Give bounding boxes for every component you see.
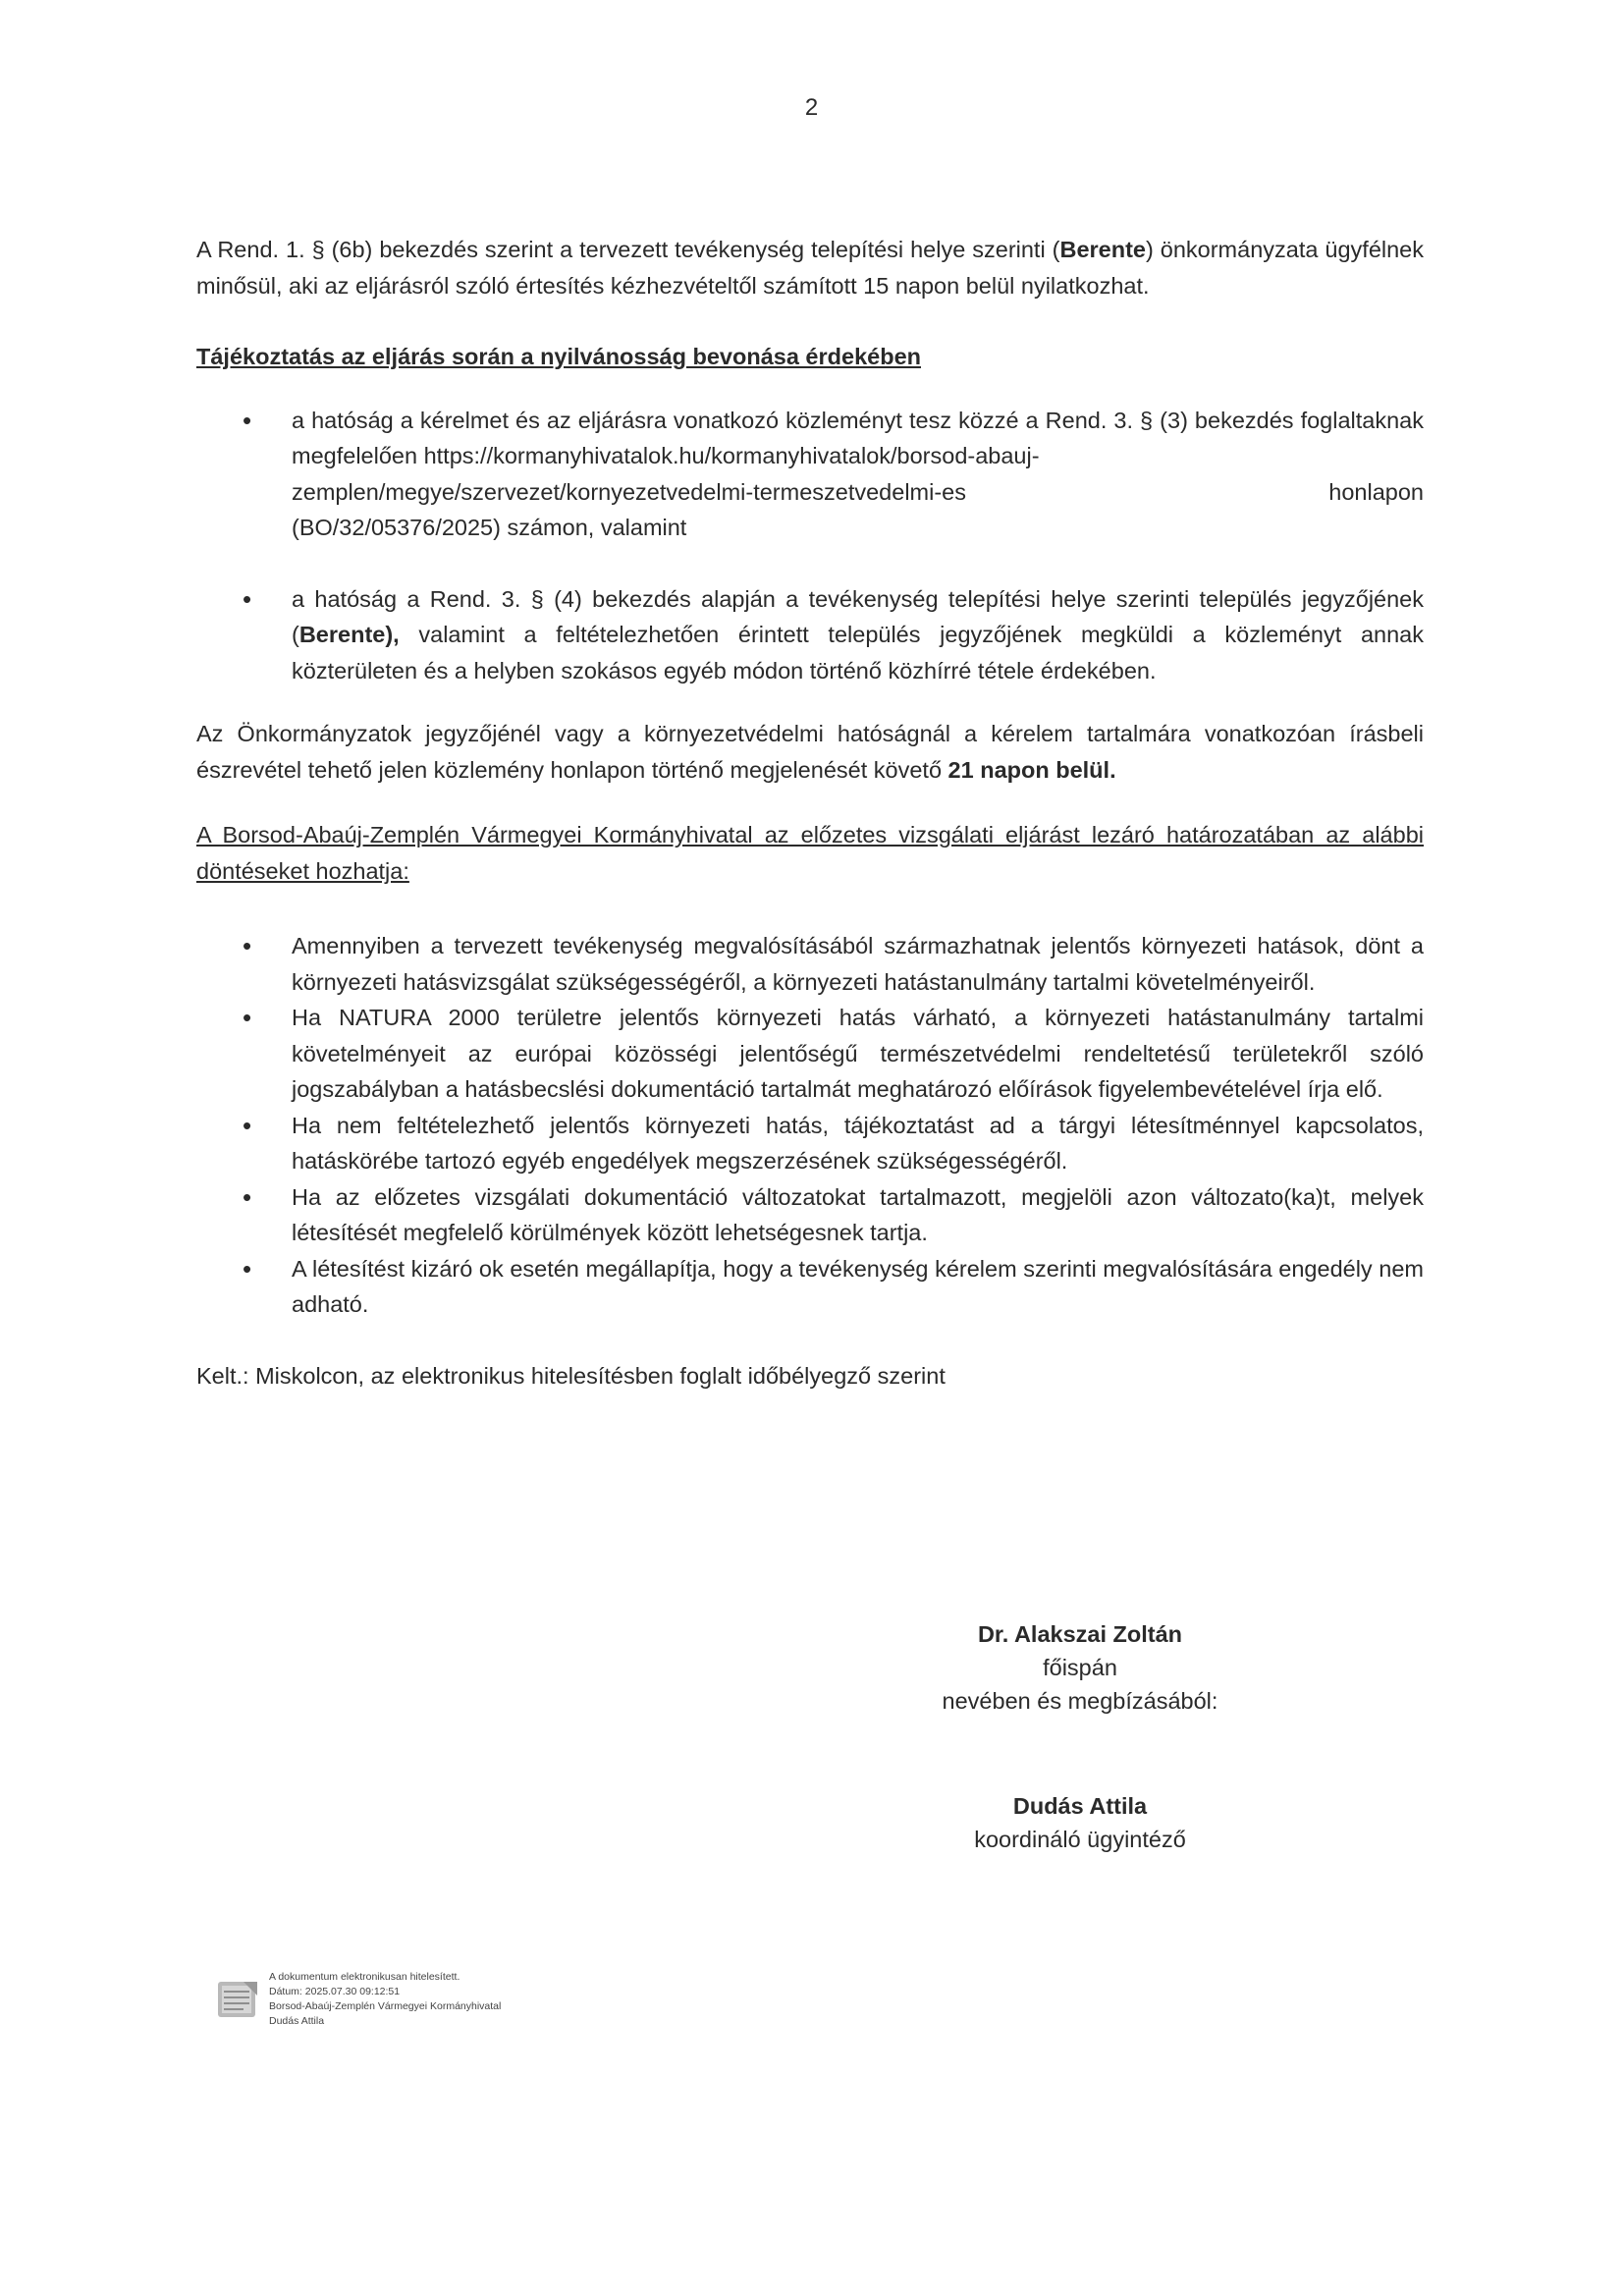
signer-name: Dr. Alakszai Zoltán [977, 1621, 1183, 1647]
stamp-line: A dokumentum elektronikusan hitelesített. [269, 1971, 460, 1983]
honlapon-word: honlapon [1328, 478, 1424, 505]
notice-deadline: 21 napon belül. [947, 756, 1116, 783]
signature-block-official [864, 1617, 1296, 1718]
decision-item: • Ha nem feltételezhető jelentős környezeti hatás, tájékoztatást ad a tárgyi létesítménnyel kapcsolatos, hatáskörébe tartozó egyéb engedélyek megszerzésének szükségességéről. [196, 1108, 1424, 1179]
intro-text-1: A Rend. 1. § (6b) bekezdés szerint a tervezett tevékenység telepítési helye szerinti ( [196, 237, 1060, 262]
signature-block-clerk [864, 1789, 1296, 1856]
stamp-line: Dudás Attila [269, 2015, 325, 2027]
decision-item: • Amennyiben a tervezett tevékenység megvalósításából származhatnak jelentős környezeti hatások, dönt a környezeti hatásvizsgálat szükségességéről, a környezeti hatástanulmány tartalmi követelményeiről. [196, 928, 1424, 1000]
publicity-item-website [196, 403, 1424, 546]
section2-heading: A Borsod-Abaúj-Zemplén Vármegyei Kormányhivatal az előzetes vizsgálati eljárást lezáró határozatában az alábbi döntéseket hozhatja: [196, 822, 1424, 884]
comment-notice [196, 716, 1424, 788]
intro-bold-municipality: Berente [1059, 237, 1146, 262]
signer-title: főispán [1043, 1655, 1117, 1680]
document-body [196, 232, 1424, 1394]
page-number: 2 [804, 94, 819, 121]
intro-text-2: ) önkormányzata ügyfélnek minősül, aki az eljárásról szóló értesítés kézhezvételtől számított 15 napon belül nyilatkozhat. [196, 237, 1424, 299]
clerk-name: Dudás Attila [1012, 1793, 1148, 1819]
url-line [292, 474, 1424, 511]
notary-bold-municipality: Berente), [298, 622, 400, 647]
decision-item: • A létesítést kizáró ok esetén megállapítja, hogy a tevékenység kérelem szerinti megvalósítására engedély nem adható. [196, 1251, 1424, 1323]
publicity-item-text-1: a hatóság a kérelmet és az eljárásra vonatkozó közleményt tesz közzé a Rend. 3. § (3) bekezdés foglaltaknak megfelelően https://kormanyhivatalok.hu/kormanyhivatalok/borsod-abauj- [292, 407, 1424, 468]
publicity-item-notary [196, 581, 1424, 689]
stamp-line: Borsod-Abaúj-Zemplén Vármegyei Kormányhivatal [269, 2000, 502, 2012]
decision-item: • Ha NATURA 2000 területre jelentős környezeti hatás várható, a környezeti hatástanulmány tartalmi követelményeit az európai közösségi jelentőségű természetvédelmi rendeltetésű területekről szóló jogszabályban a hatásbecslési dokumentáció tartalmát meghatározó előírások figyelembevételével írja elő. [196, 1000, 1424, 1108]
section1-heading: Tájékoztatás az eljárás során a nyilvánosság bevonása érdekében [196, 344, 921, 369]
url-continuation: zemplen/megye/szervezet/kornyezetvedelmi-termeszetvedelmi-es [292, 478, 966, 505]
clerk-title: koordináló ügyintéző [974, 1827, 1186, 1852]
publicity-item-text-3: valamint a feltételezhetően érintett település jegyzőjének megküldi a közleményt annak közterületen és a helyben szokásos egyéb módon történő közhírré tétele érdekében. [292, 622, 1424, 683]
publicity-list [196, 403, 1424, 689]
electronic-signature-stamp [214, 1970, 501, 2029]
decisions-list [196, 928, 1424, 1323]
date-place-line: Kelt.: Miskolcon, az elektronikus hitelesítésben foglalt időbélyegző szerint [196, 1362, 946, 1389]
publicity-item-text-2: a hatóság a Rend. 3. § (4) bekezdés alapján a tevékenység telepítési helye szerinti település jegyzőjének ( [292, 585, 1424, 647]
signer-authority: nevében és megbízásából: [942, 1688, 1218, 1714]
notice-text: Az Önkormányzatok jegyzőjénél vagy a környezetvédelmi hatóságnál a kérelem tartalmára vonatkozóan írásbeli észrevétel tehető jelen közlemény honlapon történő megjelenését követő [196, 721, 1424, 783]
stamp-text [269, 1970, 501, 2029]
decision-item: • Ha az előzetes vizsgálati dokumentáció változatokat tartalmazott, megjelöli azon változato(ka)t, melyek létesítését megfelelő körülmények között lehetségesnek tartja. [196, 1179, 1424, 1251]
case-number-text: (BO/32/05376/2025) számon, valamint [292, 515, 687, 540]
certificate-icon [214, 1976, 261, 2023]
stamp-line: Dátum: 2025.07.30 09:12:51 [269, 1986, 401, 1997]
intro-paragraph [196, 232, 1424, 303]
